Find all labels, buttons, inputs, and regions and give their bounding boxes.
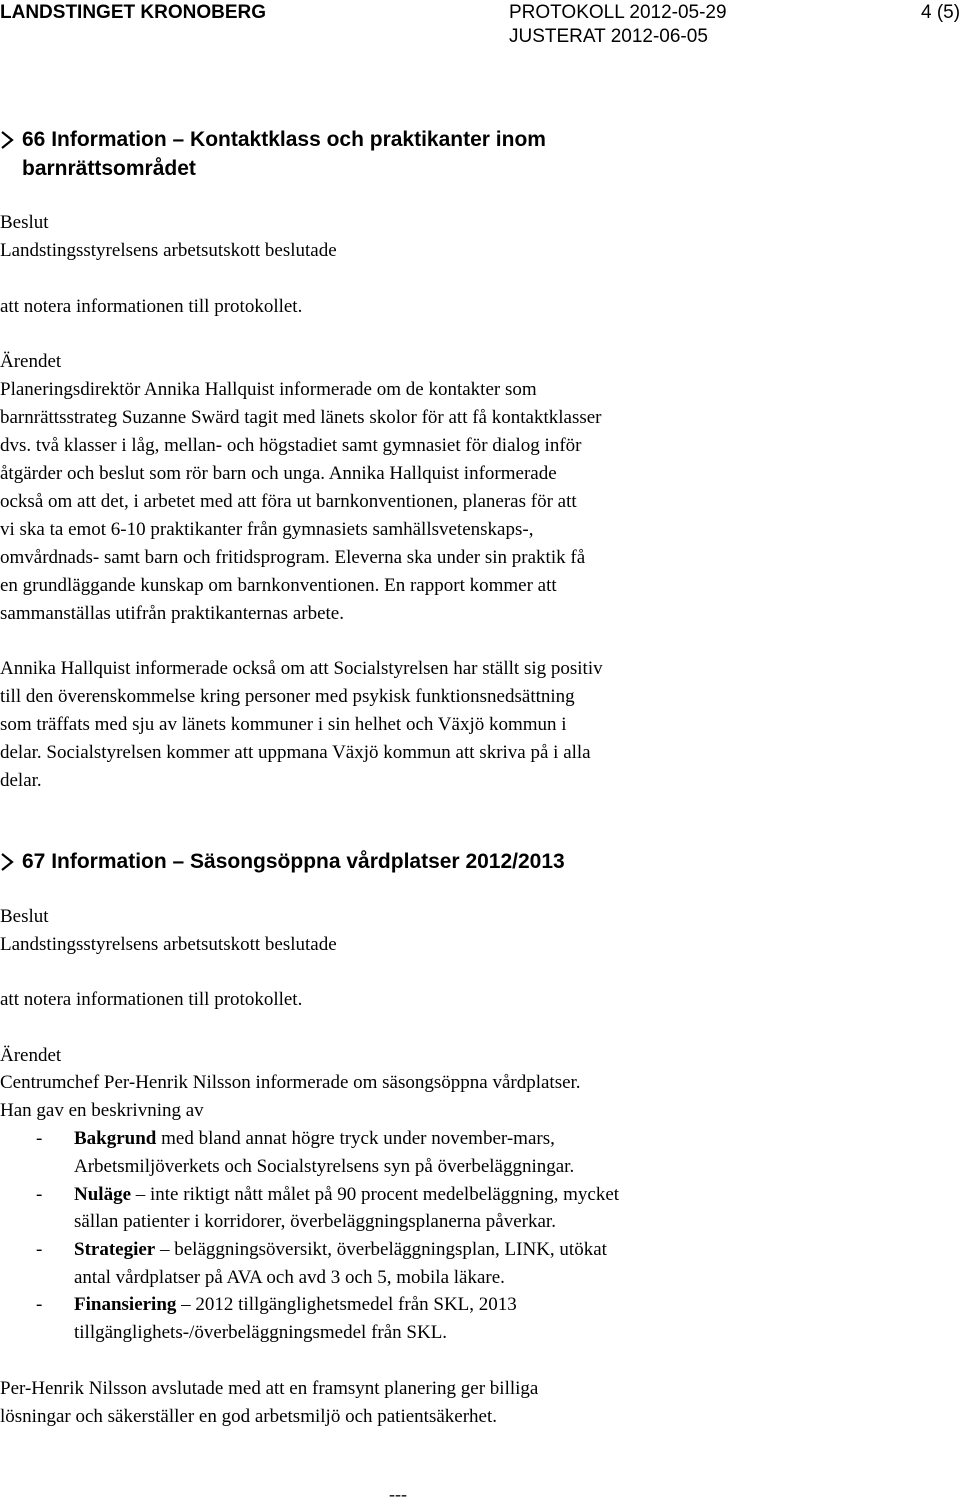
arrow-right-icon — [0, 853, 14, 871]
list-item-line1 — [74, 1291, 517, 1319]
arendet-line: dvs. två klasser i låg, mellan- och högstadiet samt gymnasiet för dialog inför — [0, 435, 582, 456]
list-item-term: Nuläge — [74, 1184, 131, 1205]
page-number: 4 (5) — [921, 2, 960, 23]
beslut-label: Beslut — [0, 212, 49, 233]
arendet-line: Planeringsdirektör Annika Hallquist informerade om de kontakter som — [0, 379, 537, 400]
section-66-title-line2: barnrättsområdet — [22, 157, 196, 180]
arendet-line: åtgärder och beslut som rör barn och unga. Annika Hallquist informerade — [0, 463, 557, 484]
list-item-text: – inte riktigt nått målet på 90 procent medelbeläggning, mycket — [131, 1184, 620, 1205]
paragraph-line: delar. — [0, 770, 42, 791]
adjusted-date: JUSTERAT 2012-06-05 — [509, 26, 708, 47]
list-item-term: Strategier — [74, 1239, 156, 1260]
organization-name: LANDSTINGET KRONOBERG — [0, 2, 266, 23]
list-item-line2: Arbetsmiljöverkets och Socialstyrelsens syn på överbeläggningar. — [74, 1156, 575, 1177]
arendet-line: en grundläggande kunskap om barnkonventionen. En rapport kommer att — [0, 575, 557, 596]
list-item-line2: tillgänglighets-/överbeläggningsmedel från SKL. — [74, 1322, 448, 1343]
beslut-text-line1: Landstingsstyrelsens arbetsutskott beslutade — [0, 934, 337, 955]
arendet-line: vi ska ta emot 6-10 praktikanter från gymnasiets samhällsvetenskaps-, — [0, 519, 534, 540]
beslut-text-line1: Landstingsstyrelsens arbetsutskott beslutade — [0, 240, 337, 261]
list-item-line2: sällan patienter i korridorer, överbeläggningsplanerna påverkar. — [74, 1211, 556, 1232]
paragraph-line: delar. Socialstyrelsen kommer att uppmana Växjö kommun att skriva på i alla — [0, 742, 591, 763]
protocol-date: PROTOKOLL 2012-05-29 — [509, 2, 727, 23]
list-item-term: Finansiering — [74, 1294, 177, 1315]
list-item-line1 — [74, 1125, 555, 1153]
arendet-line: barnrättsstrateg Suzanne Swärd tagit med länets skolor för att få kontaktklasser — [0, 407, 602, 428]
section-67-title: 67 Information – Säsongsöppna vårdplatser 2012/2013 — [22, 850, 565, 873]
list-item-line2: antal vårdplatser på AVA och avd 3 och 5, mobila läkare. — [74, 1267, 505, 1288]
list-item-text: med bland annat högre tryck under november-mars, — [156, 1128, 555, 1149]
arendet-line: omvårdnads- samt barn och fritidsprogram. Eleverna ska under sin praktik få — [0, 547, 586, 568]
paragraph-line: som träffats med sju av länets kommuner i sin helhet och Växjö kommun i — [0, 714, 567, 735]
section-66-heading — [0, 125, 700, 154]
beslut-text-line2: att notera informationen till protokollet. — [0, 296, 303, 317]
list-item-text: – 2012 tillgänglighetsmedel från SKL, 2013 — [176, 1294, 517, 1315]
arendet-label: Ärendet — [0, 1045, 62, 1066]
beslut-label: Beslut — [0, 906, 49, 927]
beslut-text-line2: att notera informationen till protokollet. — [0, 989, 303, 1010]
intro-line1: Centrumchef Per-Henrik Nilsson informerade om säsongsöppna vårdplatser. — [0, 1072, 581, 1093]
arendet-line: också om att det, i arbetet med att föra ut barnkonventionen, planeras för att — [0, 491, 577, 512]
arendet-label: Ärendet — [0, 351, 62, 372]
list-item-line1 — [74, 1236, 607, 1264]
paragraph-line: till den överenskommelse kring personer med psykisk funktionsnedsättning — [0, 686, 575, 707]
list-dash: - — [36, 1128, 43, 1149]
list-dash: - — [36, 1239, 43, 1260]
list-dash: - — [36, 1184, 43, 1205]
page-end-mark: --- — [389, 1484, 407, 1504]
list-item-term: Bakgrund — [74, 1128, 157, 1149]
paragraph-line: Annika Hallquist informerade också om att Socialstyrelsen har ställt sig positiv — [0, 658, 603, 679]
list-dash: - — [36, 1294, 43, 1315]
section-67-heading — [0, 847, 700, 876]
list-item-line1 — [74, 1181, 619, 1209]
intro-line2: Han gav en beskrivning av — [0, 1100, 204, 1121]
section-66-title-line1: 66 Information – Kontaktklass och praktikanter inom — [22, 128, 546, 151]
list-item-text: – beläggningsöversikt, överbeläggningsplan, LINK, utökat — [155, 1239, 607, 1260]
arrow-right-icon — [0, 131, 14, 149]
arendet-line: sammanställas utifrån praktikanternas arbete. — [0, 603, 344, 624]
closing-line1: Per-Henrik Nilsson avslutade med att en framsynt planering ger billiga — [0, 1378, 539, 1399]
closing-line2: lösningar och säkerställer en god arbetsmiljö och patientsäkerhet. — [0, 1406, 498, 1427]
